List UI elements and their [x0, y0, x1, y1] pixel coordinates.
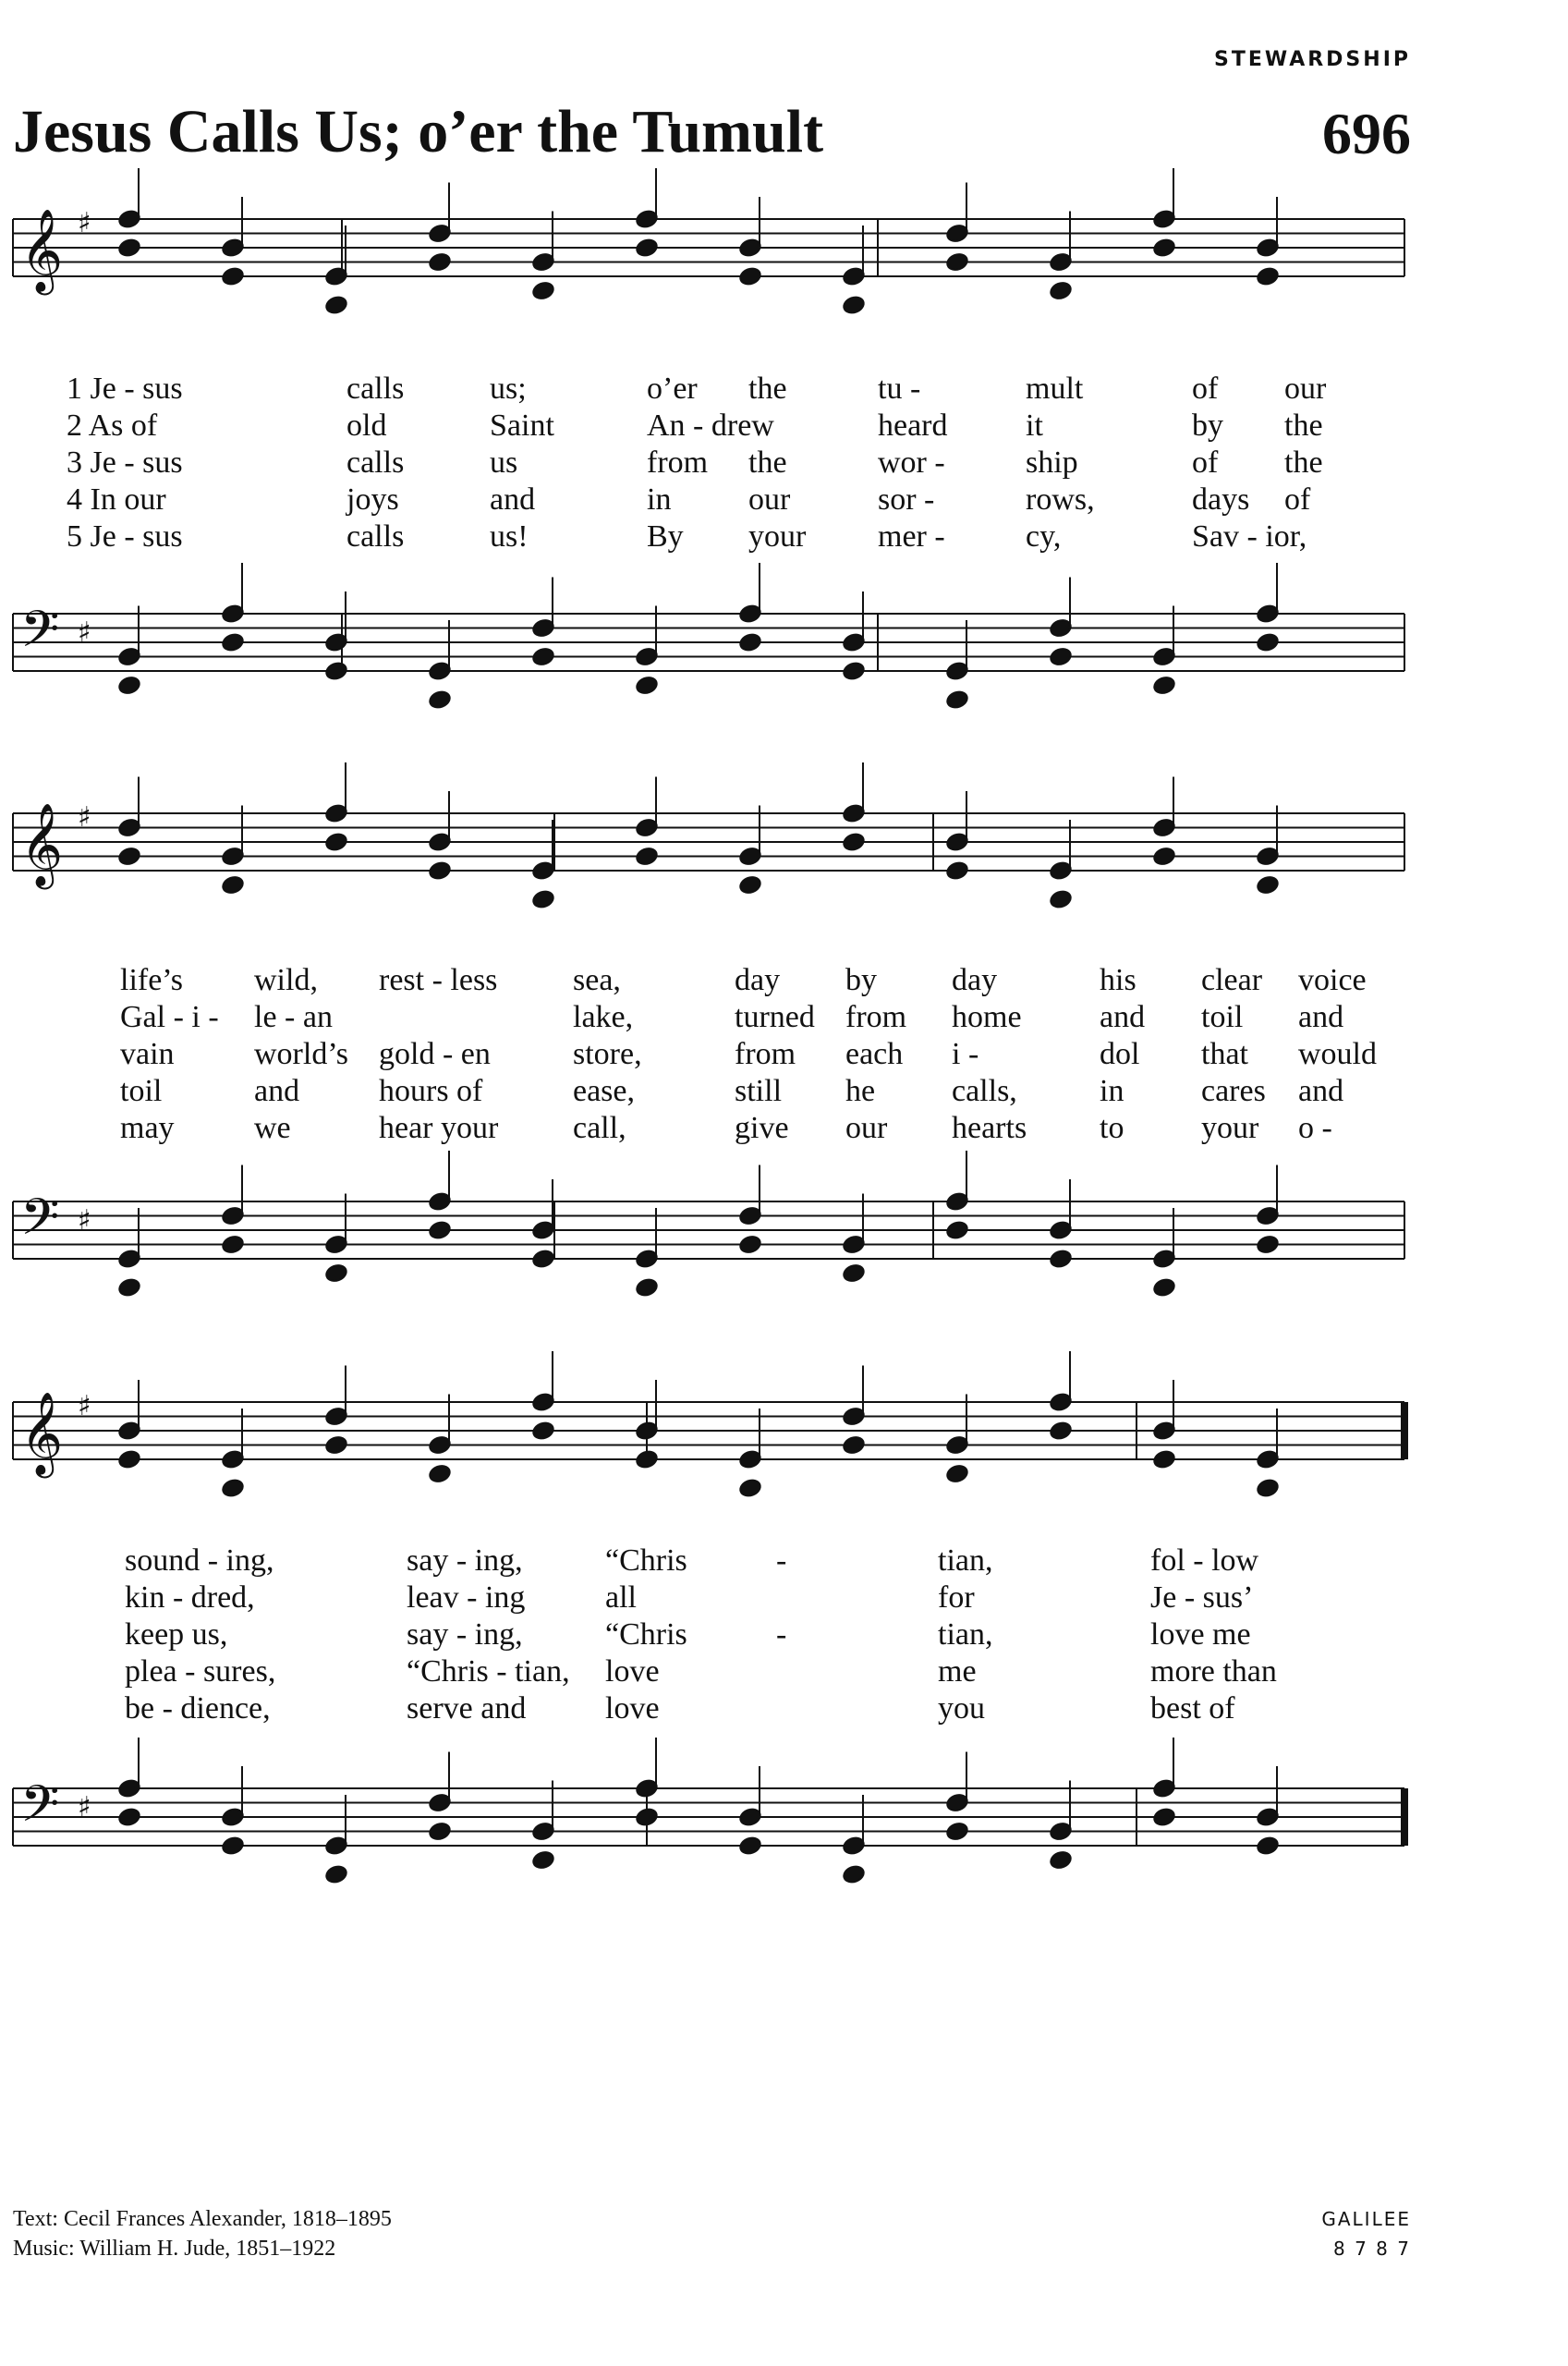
text-credit: Text: Cecil Frances Alexander, 1818–1895	[13, 2207, 392, 2231]
lyric-syllable: more than	[1150, 1654, 1277, 1689]
note-head	[1256, 874, 1280, 896]
lyric-syllable: us;	[490, 372, 527, 406]
note-head	[221, 266, 245, 287]
note-head	[1152, 675, 1176, 696]
lyric-syllable: world’s	[254, 1037, 348, 1071]
lyric-syllable: home	[952, 1000, 1022, 1034]
lyric-syllable: by	[845, 963, 877, 997]
lyric-syllable: joys	[346, 482, 399, 517]
note-head	[221, 874, 245, 896]
note-head	[324, 832, 348, 853]
lyric-syllable: still	[735, 1074, 783, 1108]
lyric-syllable: hearts	[952, 1111, 1027, 1145]
lyric-syllable: best of	[1150, 1691, 1235, 1726]
note-head	[1256, 632, 1280, 653]
lyric-syllable: and	[254, 1074, 300, 1108]
lyric-syllable: in	[647, 482, 672, 517]
note-head	[945, 860, 969, 882]
lyric-syllable: sea,	[573, 963, 621, 997]
note-head	[635, 675, 659, 696]
lyric-syllable: ease,	[573, 1074, 636, 1108]
lyric-syllable: love	[605, 1691, 660, 1726]
lyric-syllable: from	[735, 1037, 796, 1071]
note-head	[635, 1277, 659, 1299]
lyric-syllable: you	[938, 1691, 985, 1726]
lyric-syllable: lake,	[573, 1000, 634, 1034]
lyric-syllable: be - dience,	[125, 1691, 271, 1726]
note-head	[1049, 889, 1073, 910]
lyric-syllable: that	[1201, 1037, 1248, 1071]
note-head	[117, 1277, 141, 1299]
bass-clef: 𝄢	[20, 600, 60, 671]
lyric-syllable: By	[647, 519, 684, 554]
lyric-syllable: say - ing,	[407, 1617, 523, 1652]
lyric-syllable: calls,	[952, 1074, 1017, 1108]
note-head	[324, 1864, 348, 1885]
bass-clef: 𝄢	[20, 1188, 60, 1259]
lyric-syllable: days	[1192, 482, 1250, 517]
lyric-syllable: by	[1192, 409, 1223, 443]
treble-clef: 𝄞	[20, 209, 64, 292]
note-head	[1049, 280, 1073, 301]
lyric-syllable: voice	[1298, 963, 1367, 997]
lyric-syllable: toil	[1201, 1000, 1244, 1034]
lyric-syllable: love	[605, 1654, 660, 1689]
lyric-syllable: clear	[1201, 963, 1263, 997]
lyric-syllable: o’er	[647, 372, 698, 406]
lyric-syllable: 4 In our	[67, 482, 166, 517]
lyric-syllable: your	[748, 519, 807, 554]
note-head	[842, 1262, 866, 1284]
note-head	[1049, 1849, 1073, 1871]
lyric-syllable: day	[735, 963, 781, 997]
note-head	[635, 238, 659, 259]
lyric-syllable: say - ing,	[407, 1543, 523, 1578]
lyric-syllable: heard	[878, 409, 948, 443]
lyric-syllable: the	[1284, 445, 1323, 480]
lyric-syllable: Sav - ior,	[1192, 519, 1307, 554]
lyric-syllable: sor -	[878, 482, 935, 517]
lyric-syllable: to	[1100, 1111, 1124, 1145]
category-label: STEWARDSHIP	[1214, 48, 1411, 71]
lyric-syllable: cares	[1201, 1074, 1266, 1108]
lyric-syllable: serve and	[407, 1691, 527, 1726]
lyric-syllable: we	[254, 1111, 291, 1145]
lyric-syllable: us!	[490, 519, 529, 554]
lyric-syllable: calls	[346, 372, 405, 406]
lyric-syllable: mult	[1026, 372, 1084, 406]
key-signature-sharp: ♯	[78, 616, 91, 649]
tune-name: GALILEE	[1321, 2208, 1411, 2230]
lyric-syllable: An - drew	[647, 409, 774, 443]
hymn-number: 696	[1322, 101, 1411, 166]
note-head	[531, 889, 555, 910]
lyric-syllable: and	[1100, 1000, 1146, 1034]
lyric-syllable: the	[748, 445, 787, 480]
lyric-syllable: old	[346, 409, 387, 443]
lyric-syllable: our	[748, 482, 791, 517]
lyric-syllable: all	[605, 1580, 637, 1615]
lyric-syllable: us	[490, 445, 518, 480]
lyric-syllable: rows,	[1026, 482, 1095, 517]
lyric-syllable: love me	[1150, 1617, 1251, 1652]
note-head	[1152, 1277, 1176, 1299]
lyric-syllable: may	[120, 1111, 175, 1145]
lyric-syllable: of	[1192, 372, 1219, 406]
note-head	[842, 1434, 866, 1456]
lyric-syllable: tian,	[938, 1617, 993, 1652]
lyric-syllable: me	[938, 1654, 977, 1689]
note-head	[1152, 846, 1176, 867]
lyric-syllable: in	[1100, 1074, 1124, 1108]
note-head	[1256, 1234, 1280, 1255]
note-head	[221, 632, 245, 653]
lyric-syllable: tian,	[938, 1543, 993, 1578]
note-head	[738, 874, 762, 896]
note-head	[531, 646, 555, 667]
hymn-title: Jesus Calls Us; o’er the Tumult	[13, 98, 824, 165]
note-head	[324, 1262, 348, 1284]
lyric-syllable: his	[1100, 963, 1136, 997]
note-head	[428, 1463, 452, 1484]
lyric-syllable: toil	[120, 1074, 163, 1108]
lyric-syllable: kin - dred,	[125, 1580, 255, 1615]
lyric-syllable: wor -	[878, 445, 945, 480]
note-head	[842, 661, 866, 682]
note-head	[531, 280, 555, 301]
lyric-syllable: o -	[1298, 1111, 1332, 1145]
lyric-syllable: give	[735, 1111, 789, 1145]
lyric-syllable: 5 Je - sus	[67, 519, 183, 554]
lyric-syllable: life’s	[120, 963, 183, 997]
note-head	[738, 632, 762, 653]
lyric-syllable: the	[1284, 409, 1323, 443]
note-head	[842, 832, 866, 853]
lyric-syllable: rest - less	[379, 963, 498, 997]
note-head	[635, 846, 659, 867]
note-head	[635, 1807, 659, 1828]
note-head	[221, 1478, 245, 1499]
note-head	[428, 1220, 452, 1241]
note-head	[945, 1463, 969, 1484]
lyric-syllable: cy,	[1026, 519, 1062, 554]
lyric-syllable: of	[1284, 482, 1311, 517]
lyric-syllable: day	[952, 963, 998, 997]
lyric-syllable: -	[776, 1543, 787, 1578]
key-signature-sharp: ♯	[78, 207, 91, 239]
lyric-syllable: plea - sures,	[125, 1654, 276, 1689]
key-signature-sharp: ♯	[78, 1390, 91, 1422]
note-head	[531, 1249, 555, 1270]
note-head	[428, 251, 452, 273]
note-head	[945, 251, 969, 273]
note-head	[738, 1835, 762, 1857]
lyric-syllable: sound - ing,	[125, 1543, 274, 1578]
note-head	[117, 846, 141, 867]
lyric-syllable: from	[845, 1000, 907, 1034]
lyric-syllable: gold - en	[379, 1037, 491, 1071]
lyric-syllable: and	[490, 482, 536, 517]
lyric-syllable: leav - ing	[407, 1580, 526, 1615]
note-head	[635, 1449, 659, 1470]
key-signature-sharp: ♯	[78, 801, 91, 834]
note-head	[117, 675, 141, 696]
music-credit: Music: William H. Jude, 1851–1922	[13, 2237, 336, 2261]
note-head	[117, 1449, 141, 1470]
lyric-syllable: he	[845, 1074, 876, 1108]
lyric-syllable: the	[748, 372, 787, 406]
lyric-syllable: hear your	[379, 1111, 499, 1145]
note-head	[738, 1478, 762, 1499]
lyric-syllable: and	[1298, 1000, 1344, 1034]
lyric-syllable: i -	[952, 1037, 979, 1071]
note-head	[738, 1234, 762, 1255]
note-head	[221, 1835, 245, 1857]
lyric-syllable: hours of	[379, 1074, 483, 1108]
note-head	[1049, 1421, 1073, 1442]
note-head	[1049, 646, 1073, 667]
note-head	[1152, 1807, 1176, 1828]
note-head	[1256, 266, 1280, 287]
note-head	[842, 295, 866, 316]
lyric-syllable: it	[1026, 409, 1043, 443]
note-head	[428, 860, 452, 882]
note-head	[945, 1821, 969, 1842]
bass-clef: 𝄢	[20, 1774, 60, 1846]
lyric-syllable: of	[1192, 445, 1219, 480]
treble-clef: 𝄞	[20, 803, 64, 886]
note-head	[1256, 1835, 1280, 1857]
lyric-syllable: dol	[1100, 1037, 1140, 1071]
lyric-syllable: your	[1201, 1111, 1259, 1145]
note-head	[117, 1807, 141, 1828]
note-head	[221, 1234, 245, 1255]
lyric-syllable: Saint	[490, 409, 554, 443]
lyric-syllable: mer -	[878, 519, 945, 554]
lyric-syllable: for	[938, 1580, 975, 1615]
lyric-syllable: “Chris - tian,	[407, 1654, 570, 1689]
treble-clef: 𝄞	[20, 1392, 64, 1475]
lyric-syllable: our	[1284, 372, 1327, 406]
note-head	[945, 1220, 969, 1241]
lyric-syllable: 2 As of	[67, 409, 158, 443]
note-head	[324, 661, 348, 682]
lyric-syllable: 3 Je - sus	[67, 445, 183, 480]
lyric-syllable: 1 Je - sus	[67, 372, 183, 406]
lyric-syllable: vain	[120, 1037, 175, 1071]
lyric-syllable: Gal - i -	[120, 1000, 219, 1034]
lyric-syllable: keep us,	[125, 1617, 228, 1652]
lyric-syllable: Je - sus’	[1150, 1580, 1254, 1615]
note-head	[531, 1421, 555, 1442]
note-head	[531, 1849, 555, 1871]
lyric-syllable: -	[776, 1617, 787, 1652]
lyric-syllable: turned	[735, 1000, 815, 1034]
note-head	[1049, 1249, 1073, 1270]
note-head	[1256, 1478, 1280, 1499]
note-head	[1152, 238, 1176, 259]
lyric-syllable: store,	[573, 1037, 642, 1071]
credits	[13, 2204, 392, 2263]
key-signature-sharp: ♯	[78, 1204, 91, 1237]
note-head	[428, 689, 452, 711]
note-head	[842, 1864, 866, 1885]
note-head	[1152, 1449, 1176, 1470]
lyric-syllable: each	[845, 1037, 904, 1071]
note-head	[324, 1434, 348, 1456]
lyric-syllable: tu -	[878, 372, 921, 406]
note-head	[945, 689, 969, 711]
lyric-syllable: ship	[1026, 445, 1078, 480]
lyric-syllable: calls	[346, 445, 405, 480]
lyric-syllable: our	[845, 1111, 888, 1145]
lyric-syllable: calls	[346, 519, 405, 554]
lyric-syllable: wild,	[254, 963, 318, 997]
note-head	[738, 266, 762, 287]
lyric-syllable: and	[1298, 1074, 1344, 1108]
lyric-syllable: “Chris	[605, 1617, 687, 1652]
lyric-syllable: “Chris	[605, 1543, 687, 1578]
lyric-syllable: from	[647, 445, 709, 480]
lyric-syllable: would	[1298, 1037, 1377, 1071]
lyric-syllable: call,	[573, 1111, 626, 1145]
key-signature-sharp: ♯	[78, 1791, 91, 1823]
tune-info	[1321, 2204, 1411, 2263]
lyric-syllable: le - an	[254, 1000, 333, 1034]
meter: 8 7 8 7	[1333, 2238, 1411, 2260]
note-head	[324, 295, 348, 316]
note-head	[428, 1821, 452, 1842]
lyric-syllable: fol - low	[1150, 1543, 1259, 1578]
note-head	[117, 238, 141, 259]
